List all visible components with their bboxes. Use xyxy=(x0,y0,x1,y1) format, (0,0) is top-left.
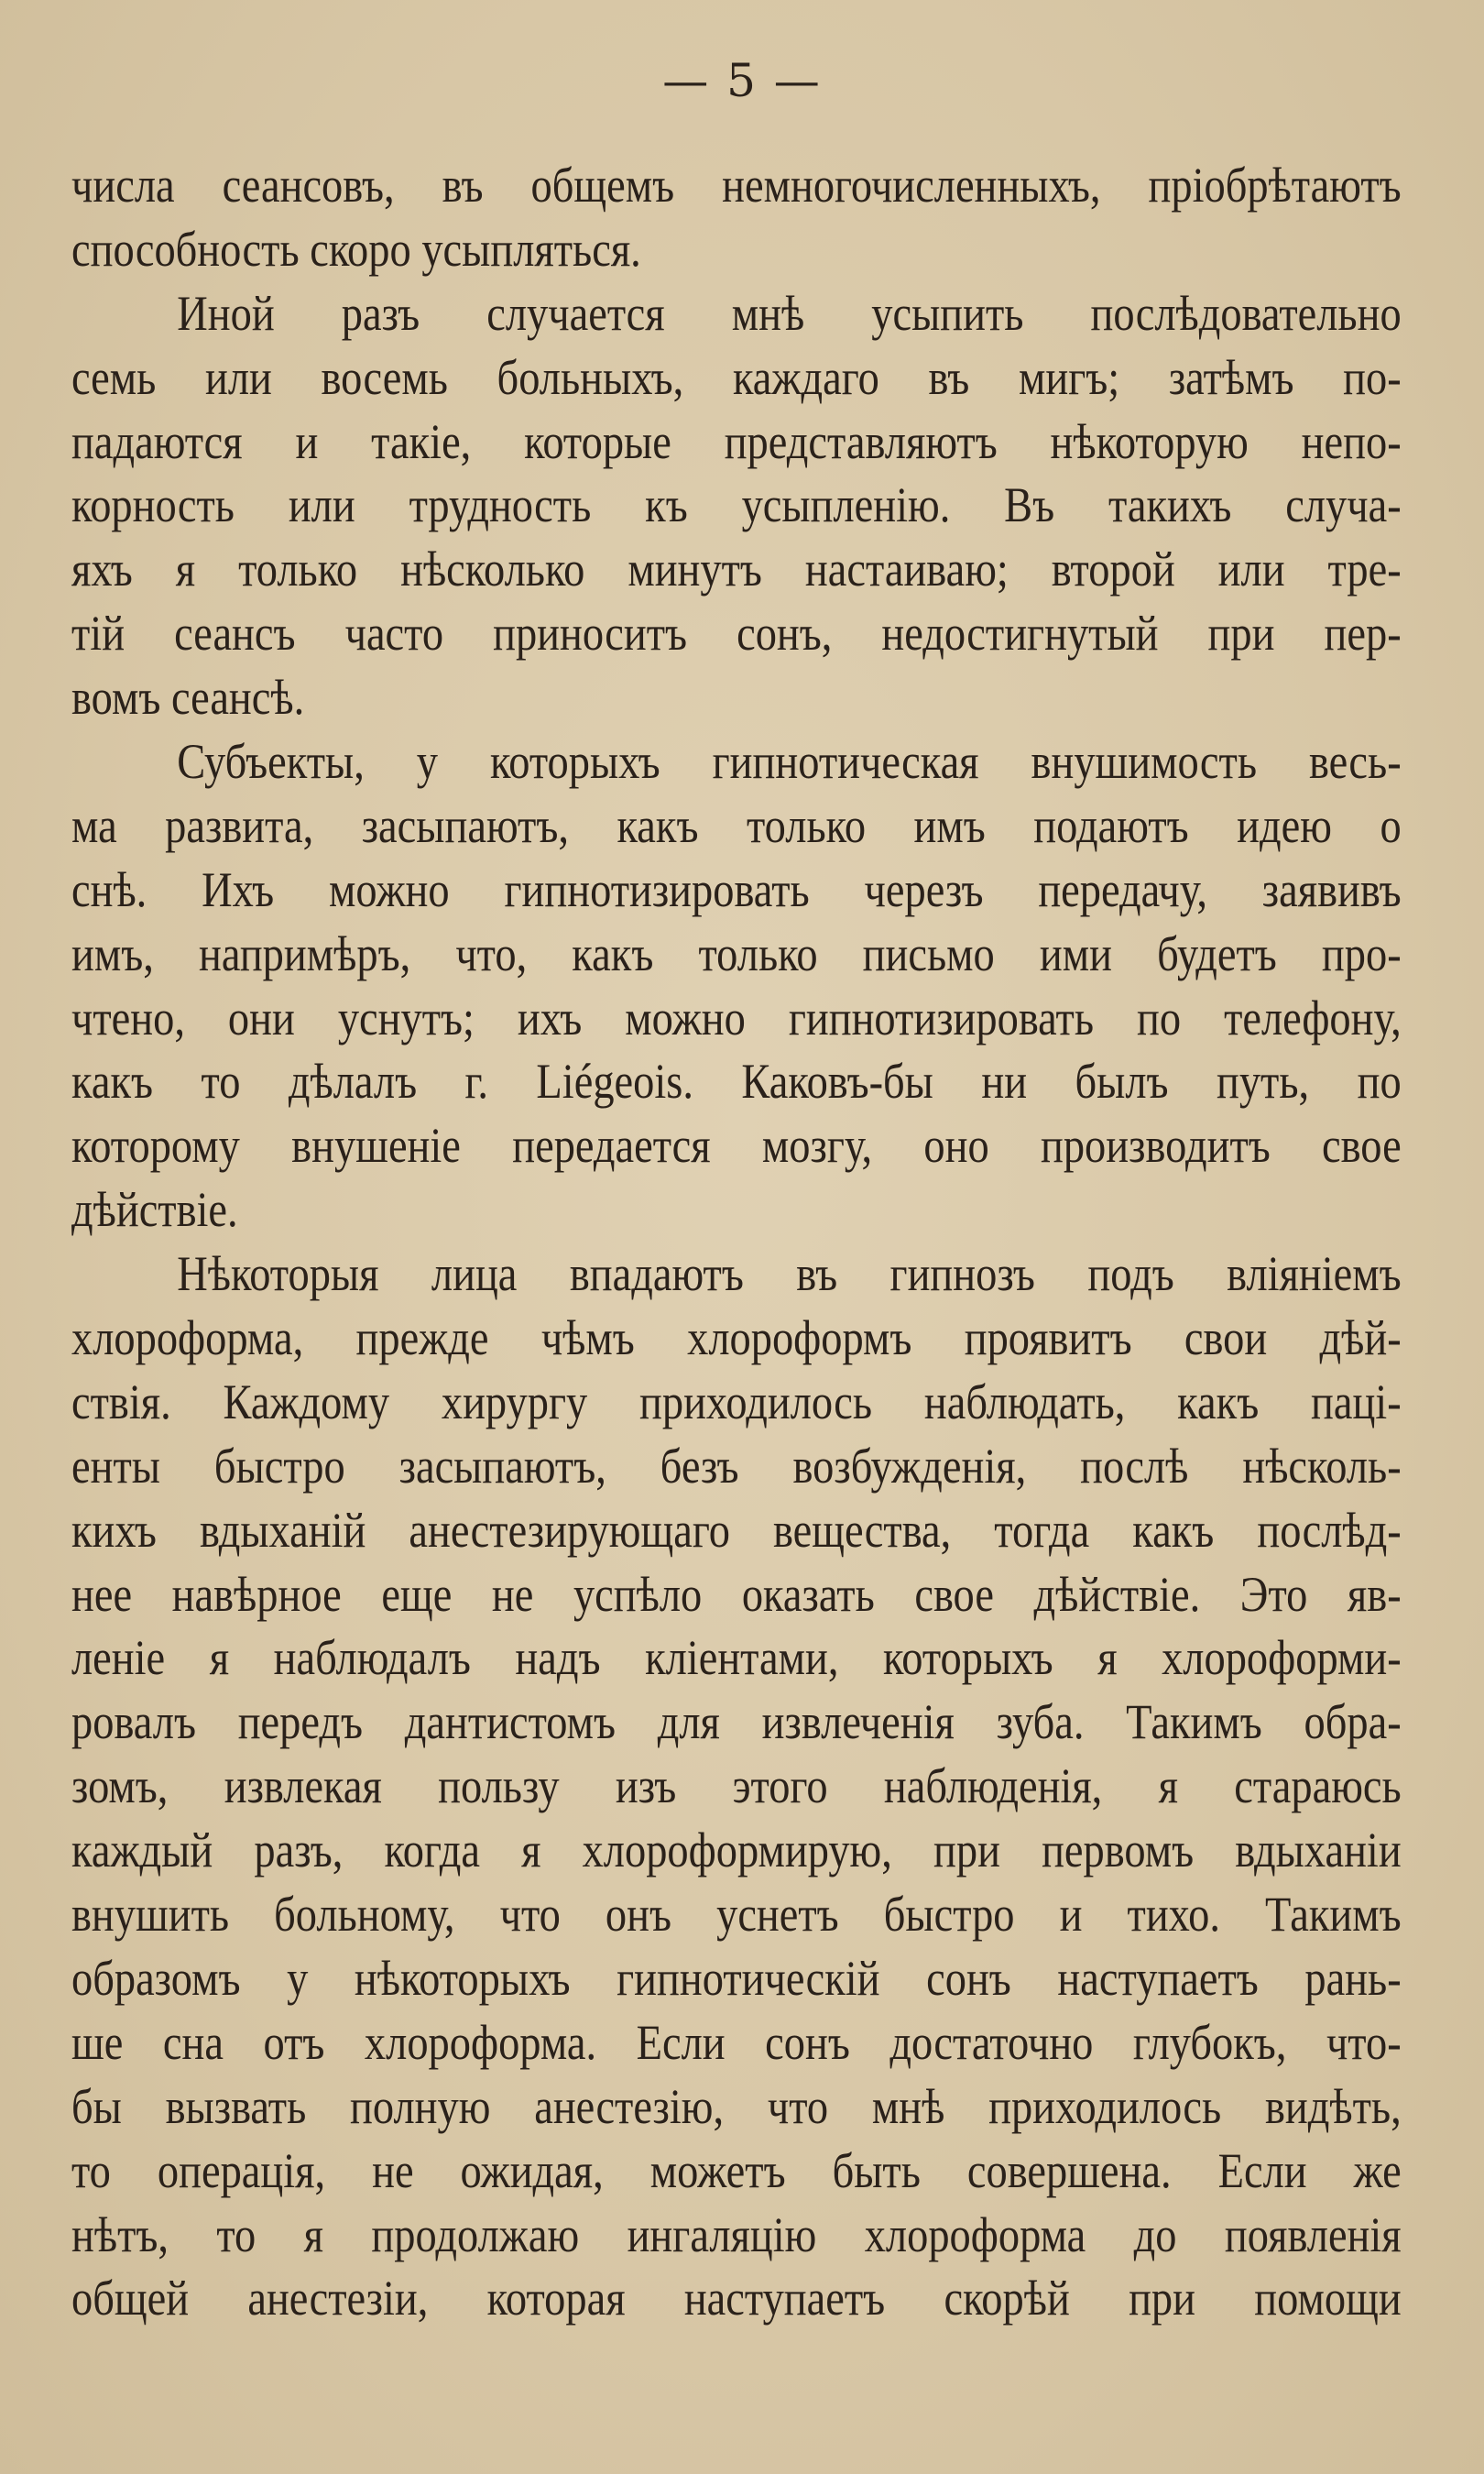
text-line: которому внушеніе передается мозгу, оно производитъ свое xyxy=(71,1118,1402,1174)
text-line: ма развита, засыпаютъ, какъ только имъ подаютъ идею о xyxy=(71,797,1402,853)
text-line: Субъекты, у которыхъ гипнотическая внушимость весь- xyxy=(177,734,1402,790)
text-line: кихъ вдыханій анестезирующаго вещества, тогда какъ послѣд- xyxy=(71,1502,1402,1558)
text-line: ше сна отъ хлороформа. Если сонъ достаточно глубокъ, что- xyxy=(71,2014,1402,2070)
text-line: тій сеансъ часто приноситъ сонъ, недостигнутый при пер- xyxy=(71,606,1402,662)
text-line: дѣйствіе. xyxy=(71,1182,238,1238)
text-line: падаются и такіе, которые представляютъ нѣкоторую непо- xyxy=(71,413,1402,469)
text-line: семь или восемь больныхъ, каждаго въ мигъ; затѣмъ по- xyxy=(71,349,1402,405)
page-number: — 5 — xyxy=(662,54,822,107)
text-line: внушить больному, что онъ уснетъ быстро и тихо. Такимъ xyxy=(71,1887,1402,1943)
text-line: чтено, они уснутъ; ихъ можно гипнотизировать по телефону, xyxy=(71,990,1402,1045)
text-line: енты быстро засыпаютъ, безъ возбужденія, послѣ нѣсколь- xyxy=(71,1438,1402,1494)
text-line: бы вызвать полную анестезію, что мнѣ приходилось видѣть, xyxy=(71,2078,1402,2134)
text-line: нее навѣрное еще не успѣло оказать свое дѣйствіе. Это яв- xyxy=(71,1566,1402,1622)
text-line: ствія. Каждому хирургу приходилось наблюдать, какъ паці- xyxy=(71,1374,1402,1429)
text-line: образомъ у нѣкоторыхъ гипнотическій сонъ наступаетъ рань- xyxy=(71,1950,1402,2006)
body-text xyxy=(71,154,1402,2331)
text-line: Нѣкоторыя лица впадаютъ въ гипнозъ подъ вліяніемъ xyxy=(177,1246,1402,1302)
text-line: какъ то дѣлалъ г. Liégeois. Каковъ-бы ни былъ путь, по xyxy=(71,1054,1402,1110)
text-line: имъ, напримѣръ, что, какъ только письмо ими будетъ про- xyxy=(71,925,1402,981)
text-line: снѣ. Ихъ можно гипнотизировать черезъ передачу, заявивъ xyxy=(71,861,1402,917)
text-line: леніе я наблюдалъ надъ кліентами, которыхъ я хлороформи- xyxy=(71,1630,1402,1686)
text-line: яхъ я только нѣсколько минутъ настаиваю; второй или тре- xyxy=(71,542,1402,597)
text-line: хлороформа, прежде чѣмъ хлороформъ проявитъ свои дѣй- xyxy=(71,1310,1402,1366)
text-line: общей анестезіи, которая наступаетъ скорѣй при помощи xyxy=(71,2271,1402,2326)
text-line: зомъ, извлекая пользу изъ этого наблюденія, я стараюсь xyxy=(71,1758,1402,1814)
text-line: каждый разъ, когда я хлороформирую, при первомъ вдыханіи xyxy=(71,1823,1402,1878)
text-line: то операція, не ожидая, можетъ быть совершена. Если же xyxy=(71,2142,1402,2198)
text-line: нѣтъ, то я продолжаю ингаляцію хлороформа до появленія xyxy=(71,2206,1402,2262)
text-line: Иной разъ случается мнѣ усыпить послѣдовательно xyxy=(177,285,1402,341)
text-line: корность или трудность къ усыпленію. Въ такихъ случа- xyxy=(71,477,1402,533)
text-line: ровалъ передъ дантистомъ для извлеченія зуба. Такимъ обра- xyxy=(71,1694,1402,1750)
text-line: вомъ сеансѣ. xyxy=(71,670,305,726)
text-line: числа сеансовъ, въ общемъ немногочисленныхъ, пріобрѣтаютъ xyxy=(71,158,1402,213)
text-line: способность скоро усыпляться. xyxy=(71,221,641,277)
